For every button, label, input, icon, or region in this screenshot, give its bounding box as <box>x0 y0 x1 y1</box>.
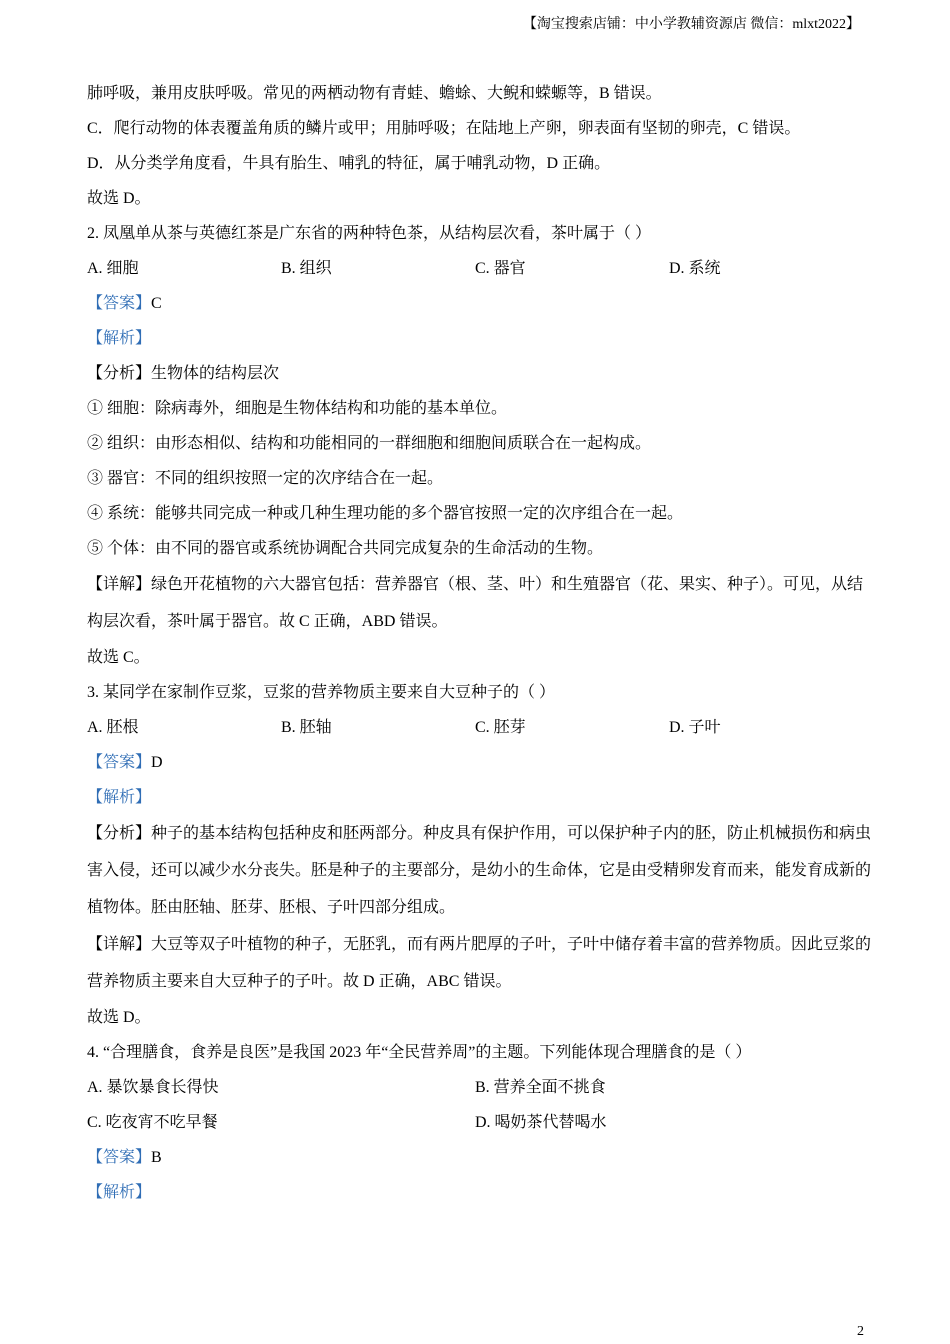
analysis-label: 【分析】 <box>87 825 152 842</box>
q3-explain-label: 【解析】 <box>87 789 152 806</box>
q4-answer-value: B <box>151 1149 162 1166</box>
q4-option-c: C. 吃夜宵不吃早餐 <box>87 1114 218 1131</box>
q3-option-a: A. 胚根 <box>87 719 139 736</box>
watermark-header: 【淘宝搜索店铺：中小学教辅资源店 微信：mlxt2022】 <box>522 17 860 32</box>
document-body <box>87 76 877 1210</box>
q3-detail-text: 大豆等双子叶植物的种子，无胚乳，而有两片肥厚的子叶，子叶中储存着丰富的营养物质。因此豆浆的营养物质主要来自大豆种子的子叶。故 D 正确，ABC 错误。 <box>87 936 872 990</box>
q3-answer-value: D <box>151 754 163 771</box>
q3-analysis-text: 种子的基本结构包括种皮和胚两部分。种皮具有保护作用，可以保护种子内的胚，防止机械损伤和病虫害入侵，还可以减少水分丧失。胚是种子的主要部分，是幼小的生命体，它是由受精卵发育而来，能发育成新的植物体。胚由胚轴、胚芽、胚根、子叶四部分组成。 <box>87 825 872 916</box>
q3-option-b: B. 胚轴 <box>281 719 332 736</box>
detail-label: 【详解】 <box>87 576 152 593</box>
prev-line-2: C．爬行动物的体表覆盖角质的鳞片或甲；用肺呼吸；在陆地上产卵，卵表面有坚韧的卵壳，C 错误。 <box>87 120 801 137</box>
q4-answer <box>87 1140 877 1175</box>
q2-option-a: A. 细胞 <box>87 260 139 277</box>
detail-label: 【详解】 <box>87 936 152 953</box>
q3-answer <box>87 745 877 780</box>
q2-detail <box>87 566 877 640</box>
q4-option-a: A. 暴饮暴食长得快 <box>87 1079 219 1096</box>
q2-answer <box>87 286 877 321</box>
q2-point-3: ③ 器官：不同的组织按照一定的次序结合在一起。 <box>87 470 444 487</box>
q4-explain-label: 【解析】 <box>87 1184 152 1201</box>
answer-label: 【答案】 <box>87 754 152 771</box>
q2-option-c: C. 器官 <box>475 260 526 277</box>
q2-answer-value: C <box>151 295 162 312</box>
q2-conclusion: 故选 C。 <box>87 649 150 666</box>
q2-analysis <box>87 356 877 391</box>
q4-option-b: B. 营养全面不挑食 <box>475 1079 606 1096</box>
page-number: 2 <box>857 1324 864 1339</box>
q4-options-row-1 <box>87 1070 877 1105</box>
q2-option-b: B. 组织 <box>281 260 332 277</box>
q3-detail <box>87 926 877 1000</box>
prev-line-1: 肺呼吸，兼用皮肤呼吸。常见的两栖动物有青蛙、蟾蜍、大鲵和蝾螈等，B 错误。 <box>87 85 662 102</box>
q2-point-2: ② 组织：由形态相似、结构和功能相同的一群细胞和细胞间质联合在一起构成。 <box>87 435 652 452</box>
prev-conclusion: 故选 D。 <box>87 190 151 207</box>
q3-option-c: C. 胚芽 <box>475 719 526 736</box>
q3-stem: 3. 某同学在家制作豆浆，豆浆的营养物质主要来自大豆种子的（ ） <box>87 684 556 701</box>
answer-label: 【答案】 <box>87 295 152 312</box>
q2-point-4: ④ 系统：能够共同完成一种或几种生理功能的多个器官按照一定的次序组合在一起。 <box>87 505 684 522</box>
q3-conclusion: 故选 D。 <box>87 1009 151 1026</box>
q2-point-5: ⑤ 个体：由不同的器官或系统协调配合共同完成复杂的生命活动的生物。 <box>87 540 604 557</box>
prev-line-3: D．从分类学角度看，牛具有胎生、哺乳的特征，属于哺乳动物，D 正确。 <box>87 155 611 172</box>
q3-options <box>87 710 877 745</box>
q4-option-d: D. 喝奶茶代替喝水 <box>475 1114 607 1131</box>
q3-option-d: D. 子叶 <box>669 719 721 736</box>
q2-stem: 2. 凤凰单从茶与英德红茶是广东省的两种特色茶，从结构层次看，茶叶属于（ ） <box>87 225 652 242</box>
analysis-label: 【分析】 <box>87 365 152 382</box>
q2-point-1: ① 细胞：除病毒外，细胞是生物体结构和功能的基本单位。 <box>87 400 508 417</box>
q2-analysis-text: 生物体的结构层次 <box>151 365 280 382</box>
q3-analysis <box>87 815 877 926</box>
q2-option-d: D. 系统 <box>669 260 721 277</box>
q2-detail-text: 绿色开花植物的六大器官包括：营养器官（根、茎、叶）和生殖器官（花、果实、种子）。可见，从结构层次看，茶叶属于器官。故 C 正确，ABD 错误。 <box>87 576 864 630</box>
q4-options-row-2 <box>87 1105 877 1140</box>
q4-stem: 4. “合理膳食，食养是良医”是我国 2023 年“全民营养周”的主题。下列能体现合理膳食的是（ ） <box>87 1044 752 1061</box>
q2-explain-label: 【解析】 <box>87 330 152 347</box>
q2-options <box>87 251 877 286</box>
answer-label: 【答案】 <box>87 1149 152 1166</box>
